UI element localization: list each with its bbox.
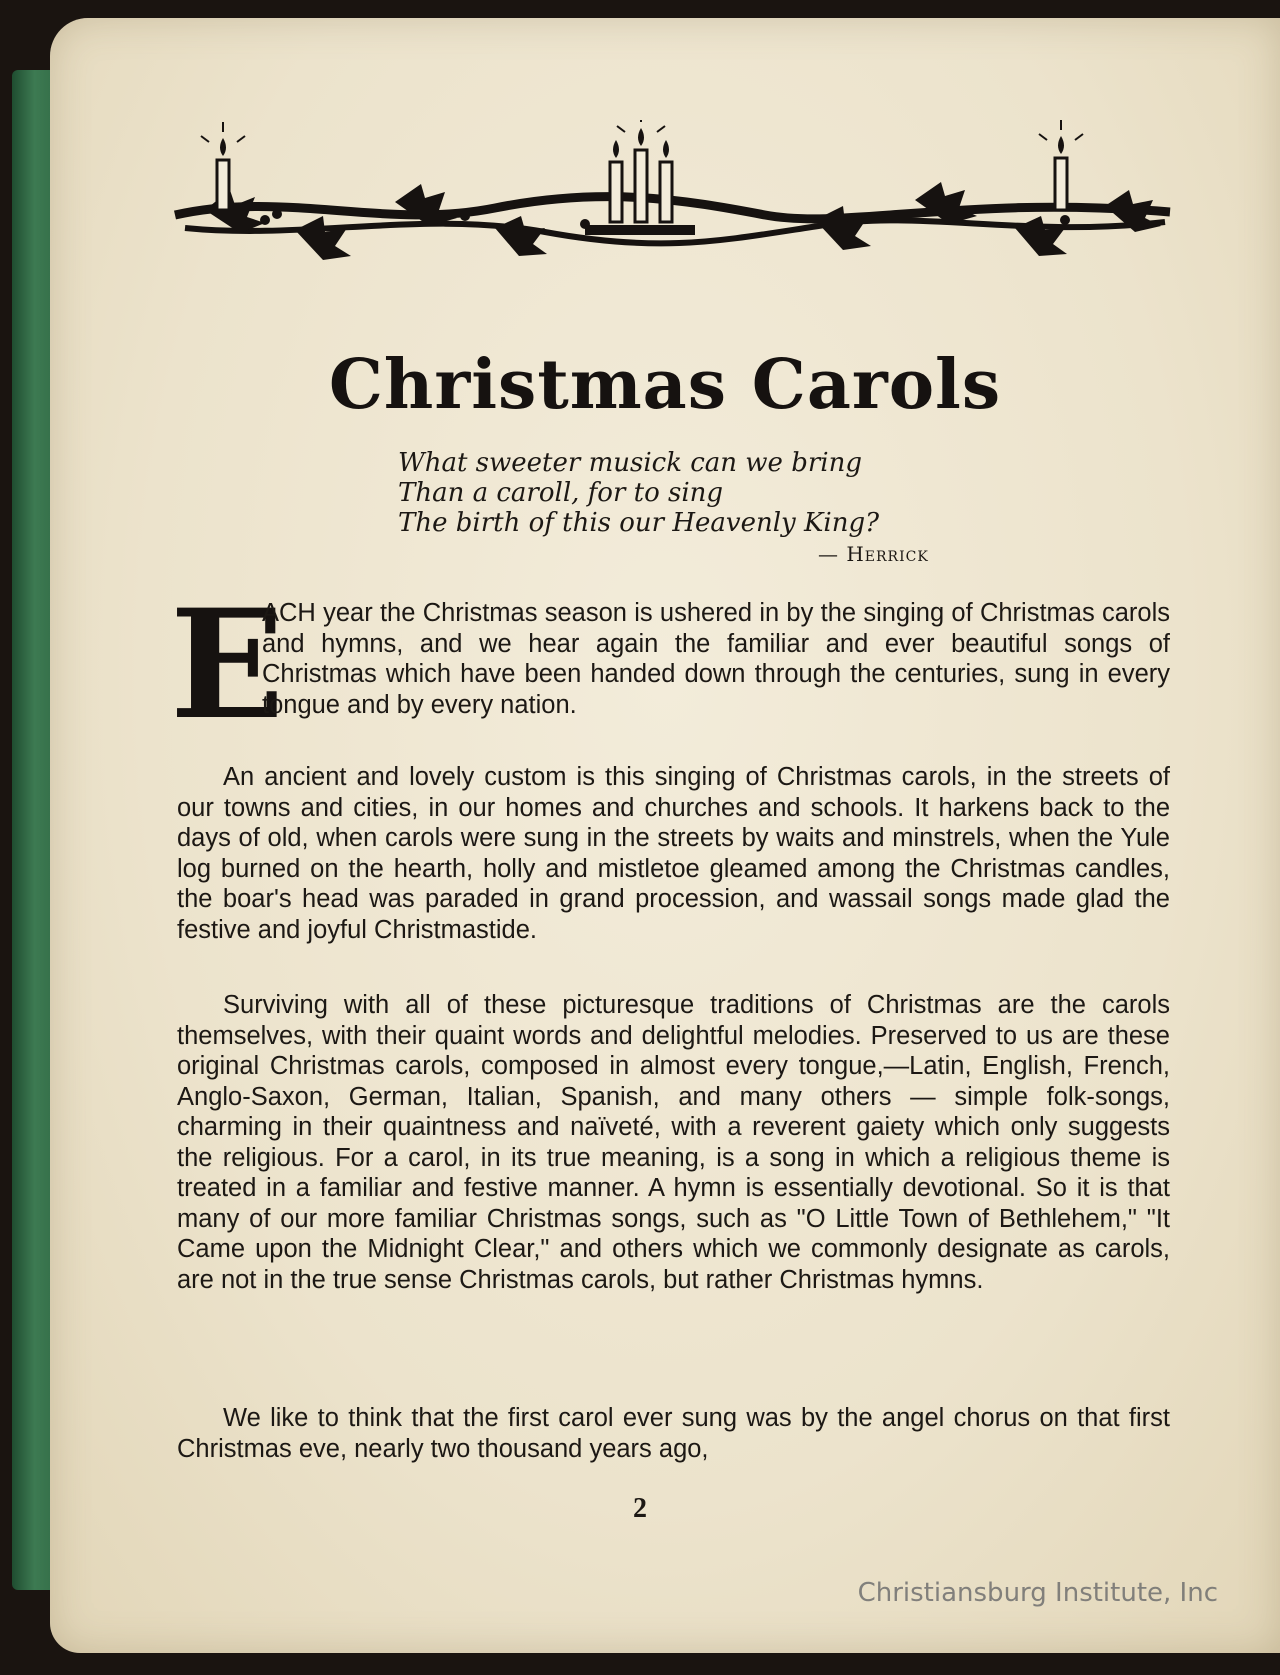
paragraph-4: We like to think that the first carol ever sung was by the angel chorus on that first Christmas eve, nearly two thousand years ago, bbox=[177, 1404, 1170, 1463]
epigraph-attribution: — Herrick bbox=[818, 542, 929, 566]
paragraph-3: Surviving with all of these picturesque traditions of Christmas are the carols themselves, with their quaint words and delightful melodies. Preserved to us are these original Christmas carols, composed in almost every tongue,—Latin, English, French, Anglo-Saxon, German, Italian, Spanish, and many others — simple folk-songs, charming in their quaintness and naïveté, with a reverent gaiety which only suggests the religious. For a carol, in its true meaning, is a song in which a religious theme is treated in a familiar and festive manner. A hymn is essentially devotional. So it is that many of our more familiar Christmas songs, such as "O Little Town of Bethlehem," "It Came upon the Midnight Clear," and others which we commonly designate as carols, are not in the true sense Christmas carols, but rather Christmas hymns. bbox=[177, 991, 1170, 1294]
holly-candle-garland bbox=[165, 120, 1180, 290]
epigraph bbox=[398, 448, 978, 538]
epigraph-line: The birth of this our Heavenly King? bbox=[398, 508, 880, 538]
epigraph-line: What sweeter musick can we bring bbox=[398, 448, 862, 478]
page-number: 2 bbox=[633, 1493, 647, 1524]
page-title: Christmas Carols bbox=[328, 345, 1002, 425]
paragraph-2: An ancient and lovely custom is this singing of Christmas carols, in the streets of our towns and cities, in our homes and churches and schools. It harkens back to the days of old, when carols were sung in the streets by waits and minstrels, when the Yule log burned on the hearth, holly and mistletoe gleamed among the Christmas candles, the boar's head was paraded in grand procession, and wassail songs made glad the festive and joyful Christmastide. bbox=[177, 763, 1170, 944]
paragraph-1: ACH year the Christmas season is ushered in by the singing of Christmas carols and hymns, and we hear again the familiar and ever beautiful songs of Christmas which have been handed down through the centuries, sung in every tongue and by every nation. bbox=[262, 599, 1170, 719]
watermark: Christiansburg Institute, Inc bbox=[857, 1578, 1218, 1608]
epigraph-line: Than a caroll, for to sing bbox=[398, 478, 724, 508]
drop-cap: E bbox=[170, 577, 285, 753]
